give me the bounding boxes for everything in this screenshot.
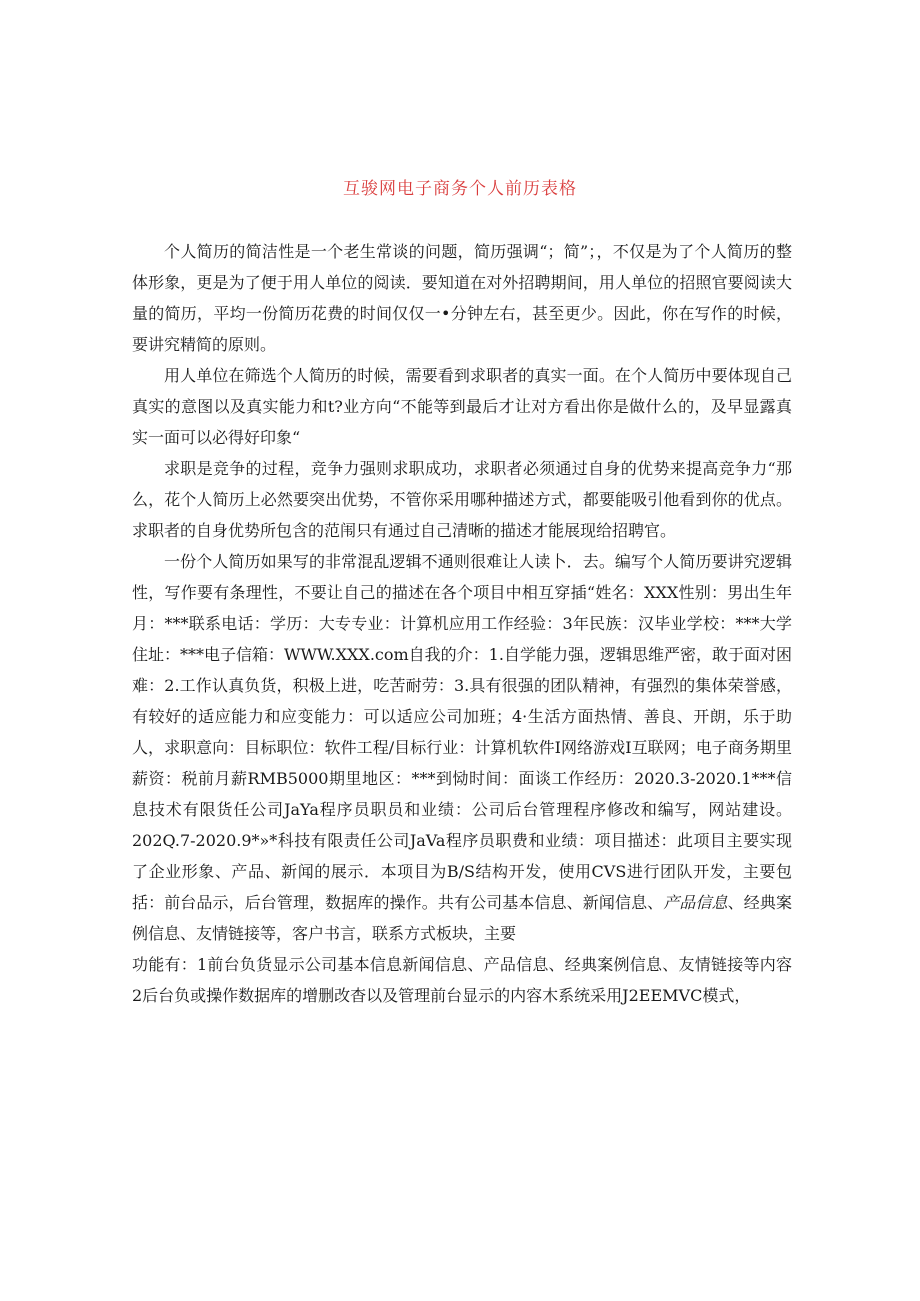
paragraph-2: 用人单位在筛选个人简历的时候，需要看到求职者的真实一面。在个人简历中要体现自己真实的意图以及真实能力和t?业方向“不能等到最后才让对方看出你是做什么的，及早显露真实一面可以必得好印象“ [132, 366, 792, 447]
paragraph-3: 求职是竞争的过程，竞争力强则求职成功，求职者必须通过自身的优势来提高竞争力“那么，花个人简历上必然要突出优势，不管你采用哪种描述方式，都要能吸引他看到你的优点。求职者的自身优势所包含的范闱只有通过自己清晰的描述才能展现给招聘官。 [132, 459, 792, 540]
paragraph-4-text: 一份个人简历如果写的非常混乱逻辑不通则很难让人读卜．去。编写个人简历要讲究逻辑性，写作要有条理性，不要让自己的描述在各个项目中相互穿插“姓名：XXX性别：男出生年月：***联系电话：学历：大专专业：计算机应用工作经验：3年民族：汉毕业学校：***大学住址：***电子信箱：WWW.XXX.com自我的介：1.自学能力强，逻辑思维严密，敢于面对困难：2.工作认真负货，积极上进，吃苦耐劳：3.具有很强的团队精神，有强烈的集体荣誉感，有较好的适应能力和应变能力：可以适应公司加班；4·生活方面热情、善良、开朗，乐于助人，求职意向：目标职位：软件工程/目标行业：计算机软件I网络游戏I互联网；电子商务期里薪资：税前月薪RMB5000期里地区：***到恸时间：面谈工作经历：2020.3-2020.1***信息技术有限货任公司JaYa程序员职员和业绩：公司后台管理程序修改和编写，网站建设。202Q.7-2020.9*»*科技有限责任公司JaVa程序员职费和业绩：项目描述：此项目主要实现了企业形象、产品、新闻的展示．本项目为B/S结构开发，使用CVS进行团队开发，主要包括：前台品示，后台管理，数据库的操作。共有公司基本信息、新闻信息、 [132, 552, 792, 912]
paragraph-4-text-end: 、经典案例信息、友情链接等，客户书言，联系方式板块，主要 [132, 893, 792, 943]
document-title: 互骏网电子商务个人前历表格 [343, 179, 577, 199]
paragraph-4 [132, 546, 792, 949]
paragraph-5: 功能有：1前台负货显示公司基本信息新闻信息、产品信息、经典案例信息、友情链接等内容2后台负或操作数据库的增删改杳以及管理前台显示的内容木系统采用J2EEMVC模式， [132, 955, 792, 1005]
document-body [132, 236, 792, 1011]
paragraph-4-italic-text: 产品信息 [663, 893, 728, 912]
paragraph-1: 个人简历的简洁性是一个老生常谈的问题，简历强调“；简”；，不仅是为了个人简历的整体形象，更是为了便于用人单位的阅读．要知道在对外招聘期间，用人单位的招照官要阅读大量的简历，平均一份简历花费的时间仅仅一•分钟左右，甚至更少。因此，你在写作的时候，要讲究精简的原则。 [132, 242, 792, 354]
